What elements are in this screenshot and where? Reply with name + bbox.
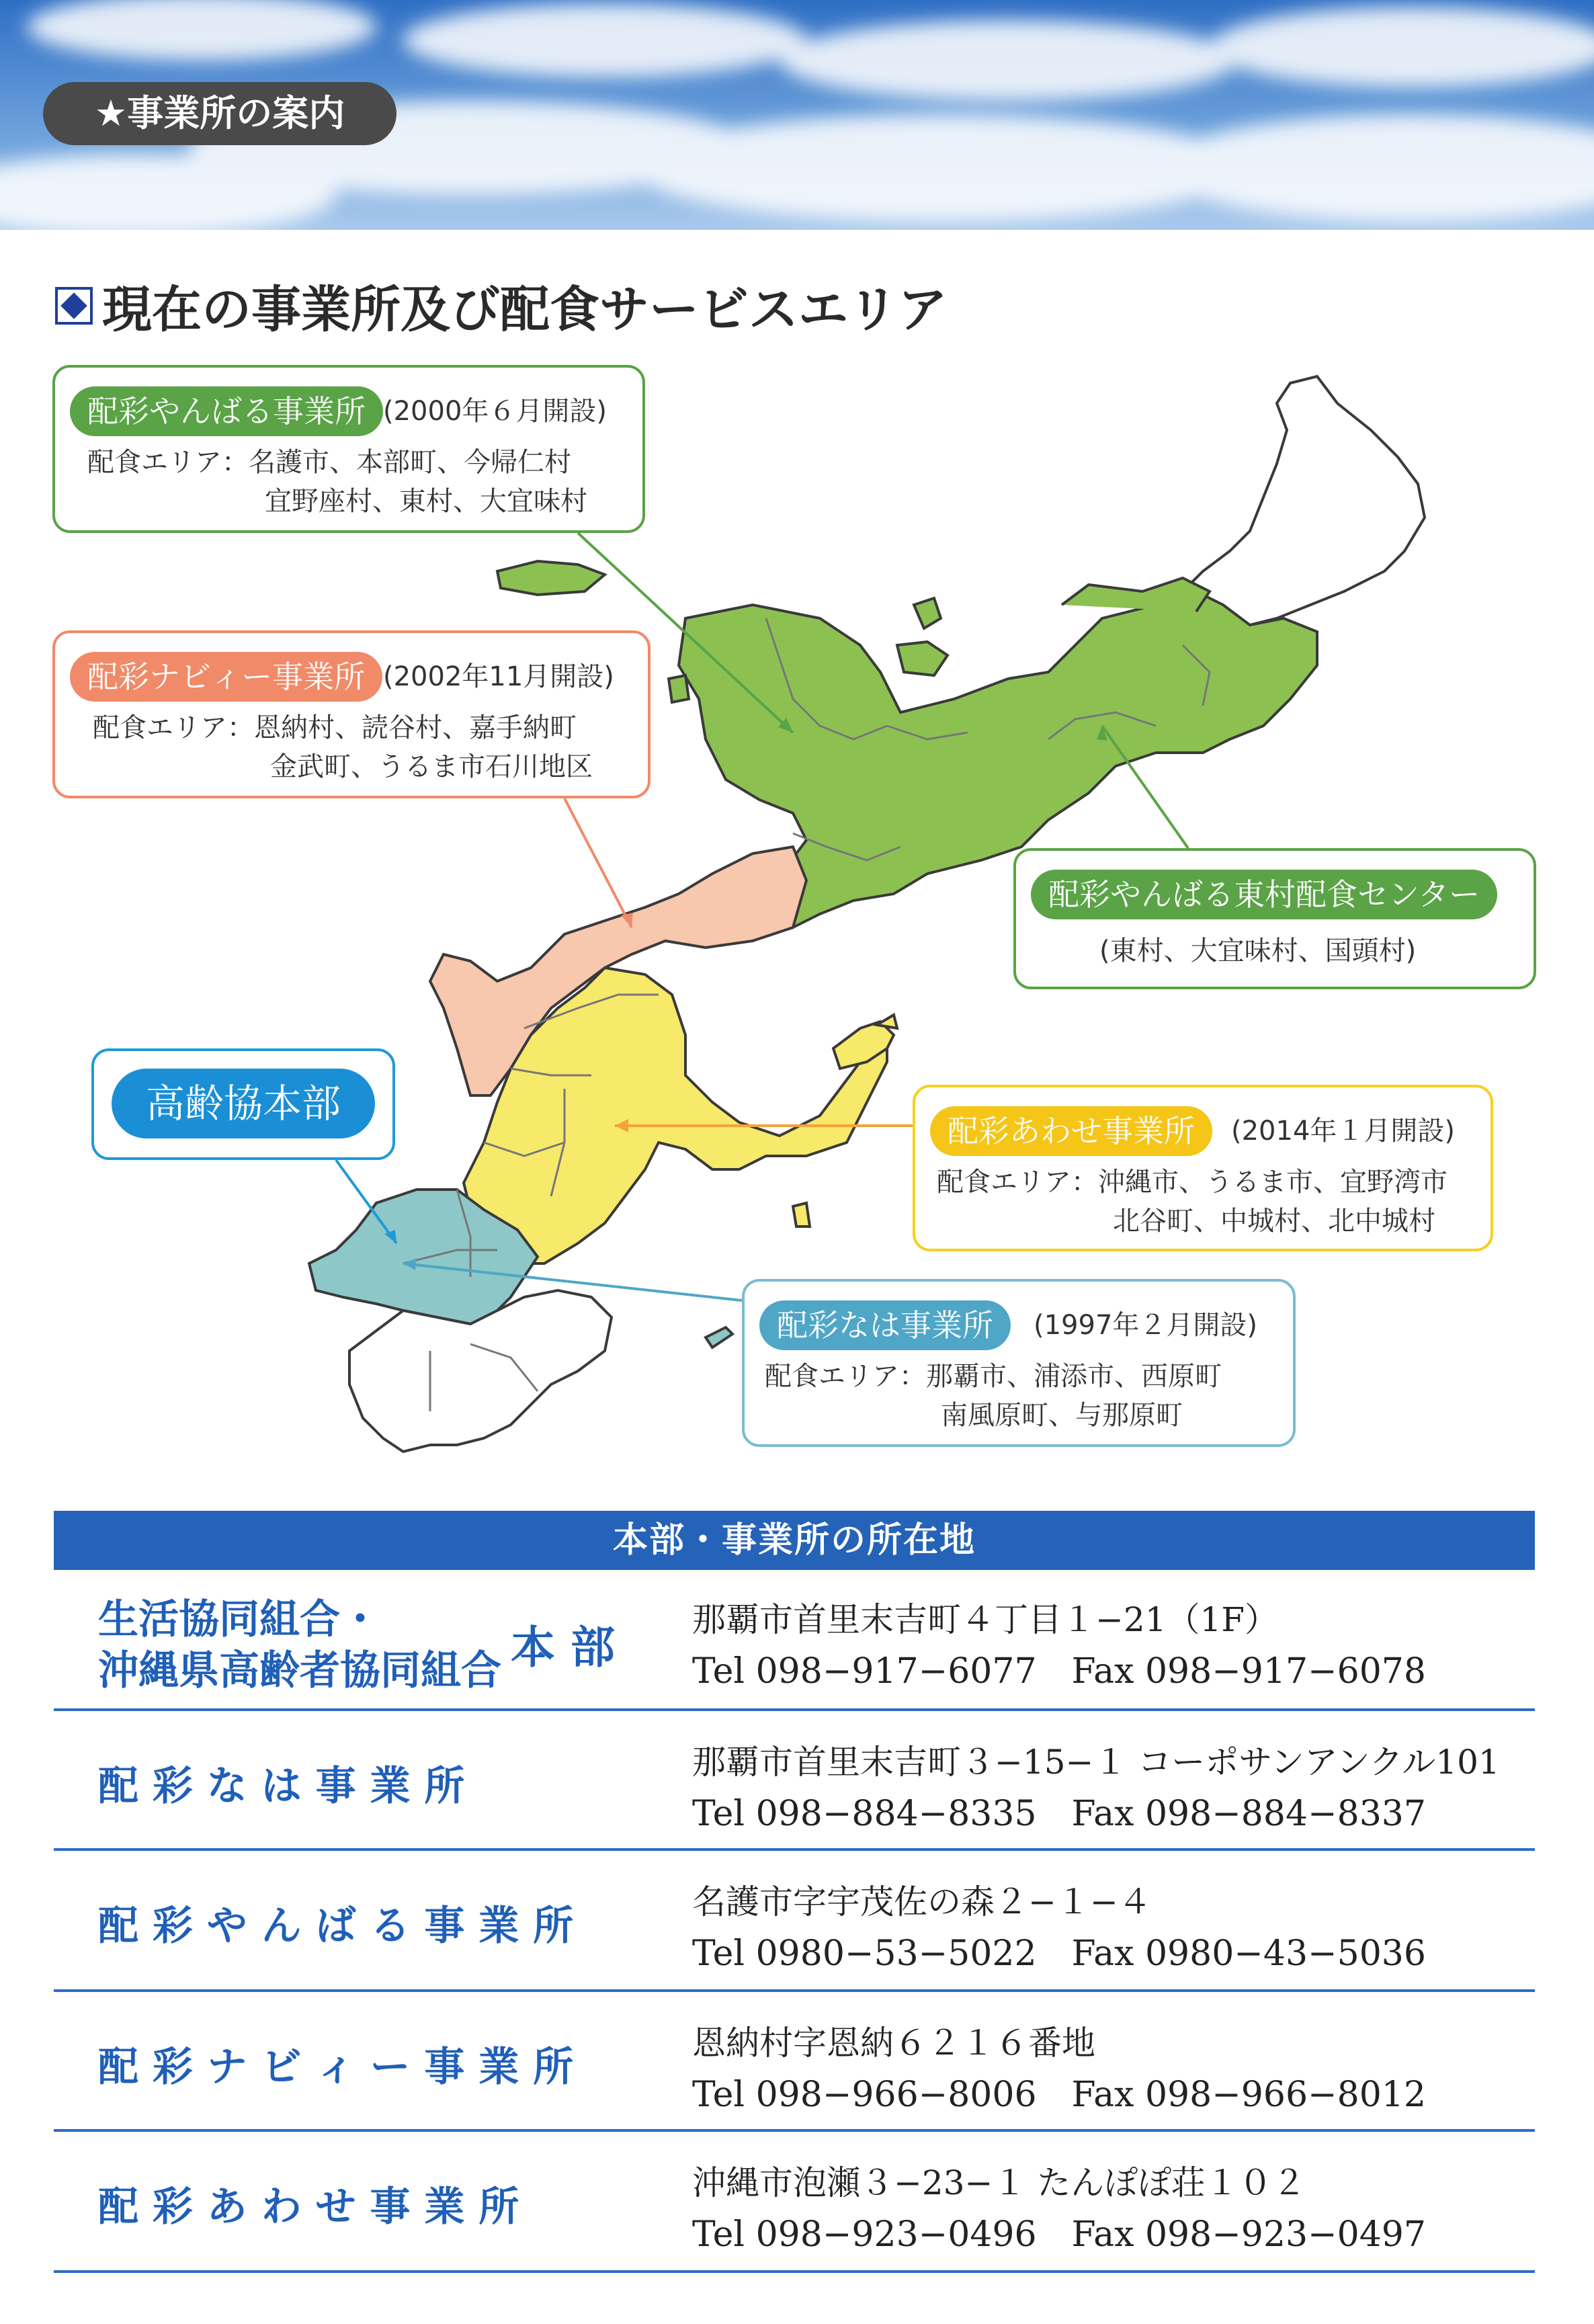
area-line1-awase: 配食エリア：沖縄市、うるま市、宜野湾市: [937, 1167, 1448, 1198]
area-line1-naha: 配食エリア：那覇市、浦添市、西原町: [765, 1361, 1222, 1392]
location-name: 配 彩 や ん ば る 事 業 所: [98, 1903, 574, 1950]
location-tel-fax: Tel 098−966−8006 Fax 098−966−8012: [692, 2075, 1426, 2115]
map-island-small-1: [914, 598, 941, 628]
map-island-iejima: [497, 561, 605, 595]
map-island-yellow-2: [793, 1203, 810, 1227]
area-line1-yanbaru: 配食エリア：名護市、本部町、今帰仁村: [87, 447, 571, 478]
locations-table-header: 本部・事業所の所在地: [54, 1511, 1535, 1570]
location-tag-hq: 本 部: [511, 1622, 615, 1673]
office-name-awase: 配彩あわせ事業所: [930, 1106, 1212, 1156]
map-island-small-2: [897, 642, 948, 675]
callout-naha: [742, 1279, 1296, 1447]
office-name-yanbaru: 配彩やんばる事業所: [70, 386, 383, 436]
callout-awase: [913, 1085, 1493, 1251]
location-row-yanbaru: [54, 1851, 1535, 1992]
location-tel-fax: Tel 098−917−6077 Fax 098−917−6078: [692, 1651, 1426, 1692]
map-island-small-3: [669, 675, 689, 702]
page-title: [55, 269, 948, 343]
area-line2-navi: 金武町、うるま市石川地区: [270, 751, 593, 782]
location-address: 沖縄市泡瀬３−23−１ たんぽぽ荘１０２: [692, 2163, 1306, 2202]
location-row-awase: [54, 2132, 1535, 2273]
opened-date-naha: (1997年２月開設): [1034, 1310, 1258, 1341]
callout-hq: [91, 1048, 395, 1160]
location-address: 那覇市首里末吉町４丁目１−21（1F）: [692, 1600, 1279, 1639]
opened-date-yanbaru: (2000年６月開設): [383, 396, 607, 427]
location-name: 配 彩 あ わ せ 事 業 所: [98, 2184, 519, 2231]
area-line1-navi: 配食エリア：恩納村、読谷村、嘉手納町: [93, 712, 577, 743]
location-tel-fax: Tel 0980−53−5022 Fax 0980−43−5036: [692, 1934, 1426, 1974]
opened-date-navi: (2002年11月開設): [383, 661, 614, 692]
area-line2-awase: 北谷町、中城村、北中城村: [1113, 1206, 1435, 1237]
map-island-east: [706, 1327, 732, 1347]
area-line1-higashi: (東村、大宜味村、国頭村): [1099, 936, 1417, 966]
location-address: 那覇市首里末吉町３−15−１ コーポサンアンクル101: [692, 1743, 1500, 1782]
location-tel-fax: Tel 098−923−0496 Fax 098−923−0497: [692, 2214, 1426, 2255]
map-island-yellow-1: [877, 1015, 897, 1028]
area-line2-naha: 南風原町、与那原町: [941, 1400, 1183, 1431]
map-region-kunigami: [1183, 376, 1425, 625]
location-tel-fax: Tel 098−884−8335 Fax 098−884−8337: [692, 1794, 1426, 1834]
location-row-hq: [54, 1570, 1535, 1711]
callout-navi: [52, 630, 651, 798]
location-row-naha: [54, 1711, 1535, 1851]
office-name-naha: 配彩なは事業所: [759, 1300, 1011, 1350]
location-address: 恩納村字恩納６２１６番地: [692, 2024, 1095, 2063]
opened-date-awase: (2014年１月開設): [1231, 1116, 1456, 1147]
office-name-navi: 配彩ナビィー事業所: [70, 652, 382, 702]
callout-yanbaru: [52, 365, 645, 533]
location-name: 配 彩 な は 事 業 所: [98, 1763, 465, 1810]
callout-higashi: [1013, 848, 1536, 989]
office-name-higashi: 配彩やんばる東村配食センター: [1031, 870, 1497, 919]
location-name-line2: 沖縄県高齢者協同組合: [98, 1647, 501, 1694]
page-title-text: 現在の事業所及び配食サービスエリア: [102, 281, 948, 339]
location-name: 配 彩 ナ ビ ィ ー 事 業 所: [98, 2044, 574, 2091]
map-region-yanbaru-east: [1062, 578, 1210, 612]
location-row-navi: [54, 1992, 1535, 2132]
diamond-icon: [55, 287, 93, 325]
section-banner: ★事業所の案内: [43, 82, 396, 145]
location-address: 名護市字宇茂佐の森２−１−４: [692, 1882, 1152, 1921]
area-line2-yanbaru: 宜野座村、東村、大宜味村: [265, 486, 587, 517]
hq-label: 高齢協本部: [112, 1069, 375, 1138]
location-name-line1: 生活協同組合・: [98, 1596, 380, 1643]
